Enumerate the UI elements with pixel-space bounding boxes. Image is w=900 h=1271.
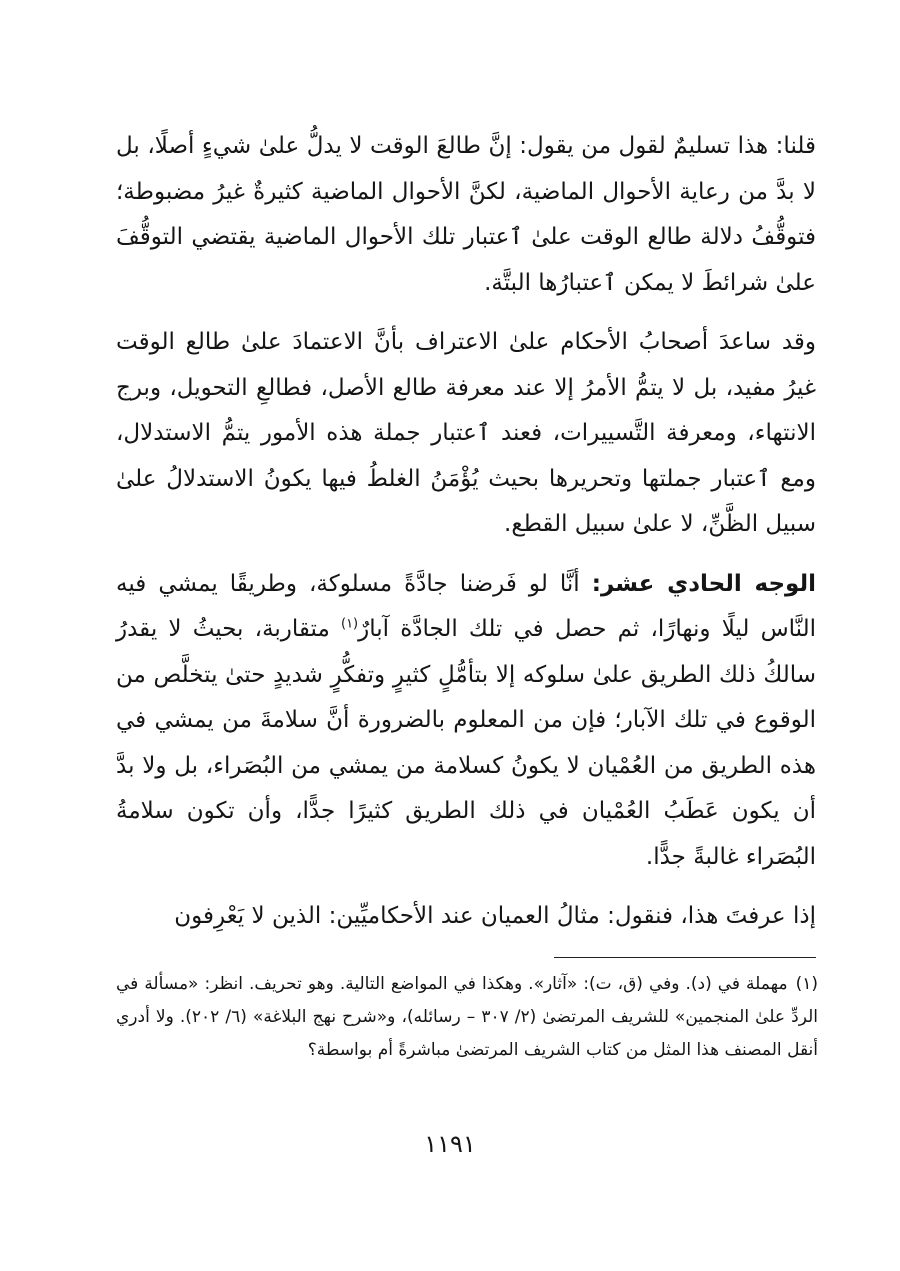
- paragraph-4: [116, 894, 816, 940]
- paragraph-3-text: متقاربة، بحيثُ لا يقدرُ سالكُ ذلك الطريق علىٰ سلوكه إلا بتأمُّلٍ كثيرٍ وتفكُّرٍ شديدٍ حتىٰ يتخلَّص من الوقوع في تلك الآبار؛ فإن من المعلوم بالضرورة أنَّ سلامةَ من يمشي في هذه الطريق من العُمْيان لا يكونُ كسلامة من يمشي من البُصَراء، بل ولا بدَّ أن يكون عَطَبُ العُمْيان في ذلك الطريق كثيرًا جدًّا، وأن تكون سلامةُ البُصَراء غالبةً جدًّا.: [116, 616, 816, 870]
- footnote-separator: [554, 957, 816, 958]
- page-number: ١١٩١: [424, 1130, 476, 1158]
- paragraph-1: [116, 124, 816, 306]
- footnote-number: (١): [795, 974, 818, 994]
- paragraph-4-text: إذا عرفتَ هذا، فنقول: مثالُ العميان عند الأحكاميِّين: الذين لا يَعْرِفون: [174, 903, 816, 929]
- body-text: [116, 124, 816, 954]
- section-heading: الوجه الحادي عشر:: [591, 570, 816, 597]
- footnote-reference: (١): [340, 616, 359, 632]
- footnote-text: مهملة في (د). وفي (ق، ت): «آثار». وهكذا في المواضع التالية. وهو تحريف. انظر: «مسألة في الردِّ علىٰ المنجمين» للشريف المرتضىٰ (٢/ ٣٠٧ – رسائله)، و«شرح نهج البلاغة» (٦/ ٢٠٢). ولا أدري أنقل المصنف هذا المثل من كتاب الشريف المرتضىٰ مباشرةً أم بواسطة؟: [116, 974, 818, 1060]
- paragraph-1-text: قلنا: هذا تسليمٌ لقول من يقول: إنَّ طالعَ الوقت لا يدلُّ علىٰ شيءٍ أصلًا، بل لا بدَّ من رعاية الأحوال الماضية، لكنَّ الأحوال الماضية كثيرةٌ غيرُ مضبوطة؛ فتوقُّفُ دلالة طالع الوقت علىٰ ٱعتبار تلك الأحوال الماضية يقتضي التوقُّفَ علىٰ شرائطَ لا يمكن ٱعتبارُها البتَّة.: [116, 133, 816, 296]
- paragraph-2-text: وقد ساعدَ أصحابُ الأحكام علىٰ الاعتراف بأنَّ الاعتمادَ علىٰ طالع الوقت غيرُ مفيد، بل لا يتمُّ الأمرُ إلا عند معرفة طالع الأصل، فطالعِ التحويل، وبرج الانتهاء، ومعرفة التَّسييرات، فعند ٱعتبار جملة هذه الأمور يتمُّ الاستدلال، ومع ٱعتبار جملتها وتحريرها بحيث يُؤْمَنُ الغلطُ فيها يكونُ الاستدلالُ علىٰ سبيل الظَّنِّ، لا علىٰ سبيل القطع.: [116, 329, 816, 537]
- footnotes: [116, 968, 818, 1067]
- paragraph-3: [116, 562, 816, 881]
- paragraph-2: [116, 320, 816, 548]
- paragraph-3-text-before-note: أنَّا لو فَرضنا جادَّةً مسلوكة، وطريقًا يمشي فيه النَّاس ليلًا ونهارًا، ثم حصل في تلك الجادَّة آبارٌ: [116, 570, 816, 642]
